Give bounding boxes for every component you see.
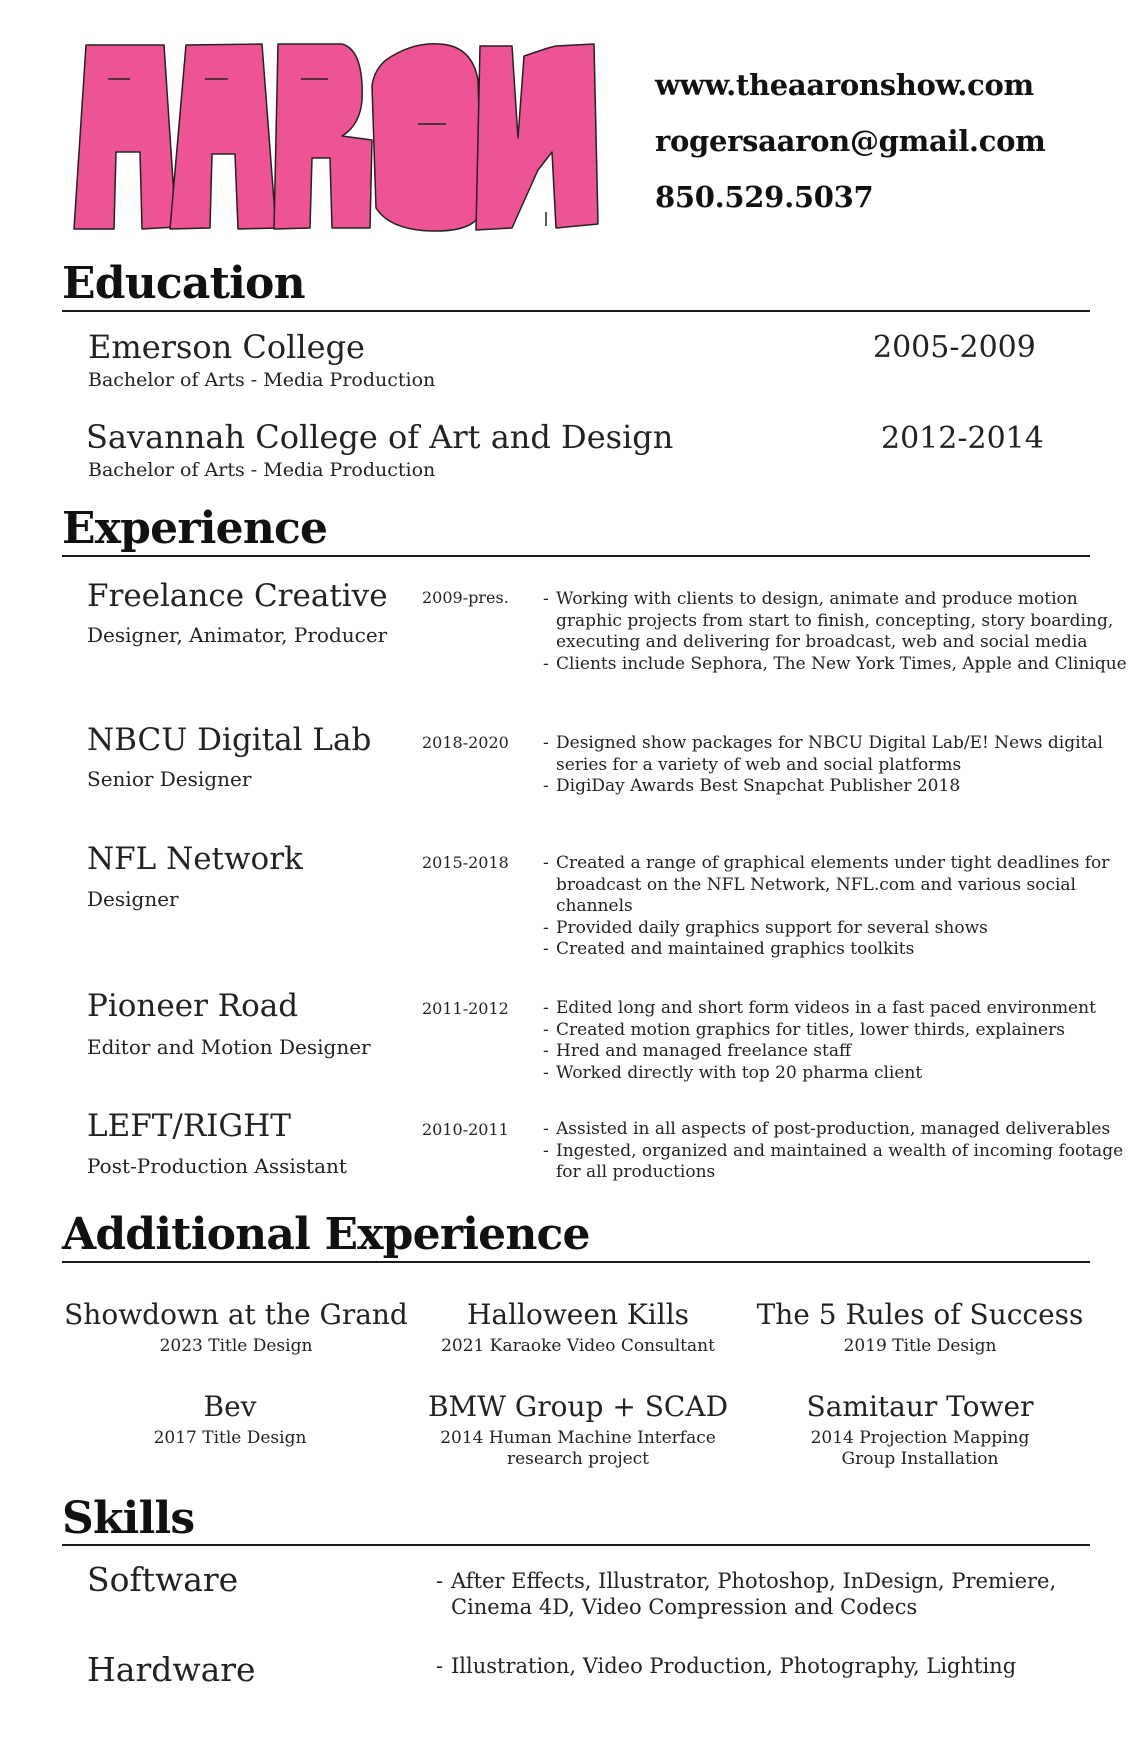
job-title: Freelance Creative [87,578,388,614]
education-years: 2012-2014 [881,421,1044,456]
skill-label: Hardware [87,1650,256,1689]
skill-text: - Illustration, Video Production, Photography, Lighting [436,1653,1091,1679]
additional-item-desc: 2021 Karaoke Video Consultant [441,1336,715,1356]
additional-item-desc: 2014 Projection Mapping Group Installation [810,1428,1030,1469]
job-bullet: - Provided daily graphics support for several shows [543,918,1133,940]
skill-label: Software [87,1560,239,1599]
job-bullet: - DigiDay Awards Best Snapchat Publisher 2018 [543,776,1133,798]
additional-item [398,1298,758,1357]
experience-divider [62,555,1090,557]
job-bullet: - Created and maintained graphics toolkits [543,939,1133,961]
education-years: 2005-2009 [873,330,1036,365]
job-bullet: - Worked directly with top 20 pharma client [543,1063,1133,1085]
job-bullets [543,589,1133,675]
additional-item-desc: 2014 Human Machine Interface research project [440,1428,716,1469]
job-bullet: - Edited long and short form videos in a fast paced environment [543,998,1133,1020]
additional-item-title: Bev [203,1390,257,1423]
logo-text: AARON [72,40,76,41]
job-bullets [543,733,1133,798]
job-years: 2009-pres. [422,588,509,607]
job-years: 2010-2011 [422,1120,509,1139]
education-school: Emerson College [88,328,365,366]
additional-item-desc: 2019 Title Design [843,1336,997,1356]
job-bullet: - Hred and managed freelance staff [543,1041,1133,1063]
additional-item [56,1298,416,1357]
job-role: Designer, Animator, Producer [87,623,388,647]
job-role: Post-Production Assistant [87,1154,347,1178]
job-role: Senior Designer [87,767,252,791]
job-bullet: - Assisted in all aspects of post-production, managed deliverables [543,1119,1133,1141]
job-years: 2018-2020 [422,733,509,752]
additional-item [740,1390,1100,1470]
job-title: NFL Network [87,841,303,877]
additional-item [398,1390,758,1470]
email-link[interactable]: rogersaaron@gmail.com [655,124,1046,158]
education-degree: Bachelor of Arts - Media Production [88,459,436,481]
job-years: 2015-2018 [422,853,509,872]
phone-number: 850.529.5037 [655,180,874,214]
website-link[interactable]: www.theaaronshow.com [655,68,1034,102]
job-bullet: - Ingested, organized and maintained a wealth of incoming footage for all productions [543,1141,1133,1184]
skill-text: - After Effects, Illustrator, Photoshop, InDesign, Premiere, Cinema 4D, Video Compression and Codecs [436,1568,1091,1620]
job-role: Designer [87,887,179,911]
job-bullet: - Clients include Sephora, The New York Times, Apple and Clinique [543,654,1133,676]
additional-experience-divider [62,1261,1090,1263]
job-bullet: - Created a range of graphical elements under tight deadlines for broadcast on the NFL Network, NFL.com and various social channels [543,853,1133,918]
aaron-logo [72,40,602,235]
job-bullets [543,998,1133,1084]
job-title: LEFT/RIGHT [87,1108,291,1144]
education-school: Savannah College of Art and Design [86,418,674,456]
additional-item-title: Samitaur Tower [806,1390,1034,1423]
job-bullet: - Created motion graphics for titles, lower thirds, explainers [543,1020,1133,1042]
job-role: Editor and Motion Designer [87,1035,371,1059]
additional-experience-heading: Additional Experience [62,1209,590,1260]
skills-heading: Skills [62,1493,195,1544]
additional-item-desc: 2023 Title Design [159,1336,313,1356]
job-bullet: - Designed show packages for NBCU Digital Lab/E! News digital series for a variety of web and social platforms [543,733,1133,776]
education-heading: Education [62,258,305,309]
experience-heading: Experience [62,503,328,554]
additional-item-desc: 2017 Title Design [153,1428,307,1448]
job-title: Pioneer Road [87,988,299,1024]
job-bullet: - Working with clients to design, animate and produce motion graphic projects from start to finish, concepting, story boarding, executing and delivering for broadcast, web and social media [543,589,1133,654]
job-title: NBCU Digital Lab [87,722,372,758]
additional-item-title: Showdown at the Grand [64,1298,408,1331]
additional-item-title: BMW Group + SCAD [427,1390,729,1423]
skills-divider [62,1544,1090,1546]
education-degree: Bachelor of Arts - Media Production [88,369,436,391]
job-bullets [543,1119,1133,1184]
additional-item-title: The 5 Rules of Success [756,1298,1084,1331]
additional-item [50,1390,410,1449]
education-divider [62,310,1090,312]
additional-item-title: Halloween Kills [466,1298,690,1331]
job-years: 2011-2012 [422,999,509,1018]
job-bullets [543,853,1133,961]
additional-item [740,1298,1100,1357]
